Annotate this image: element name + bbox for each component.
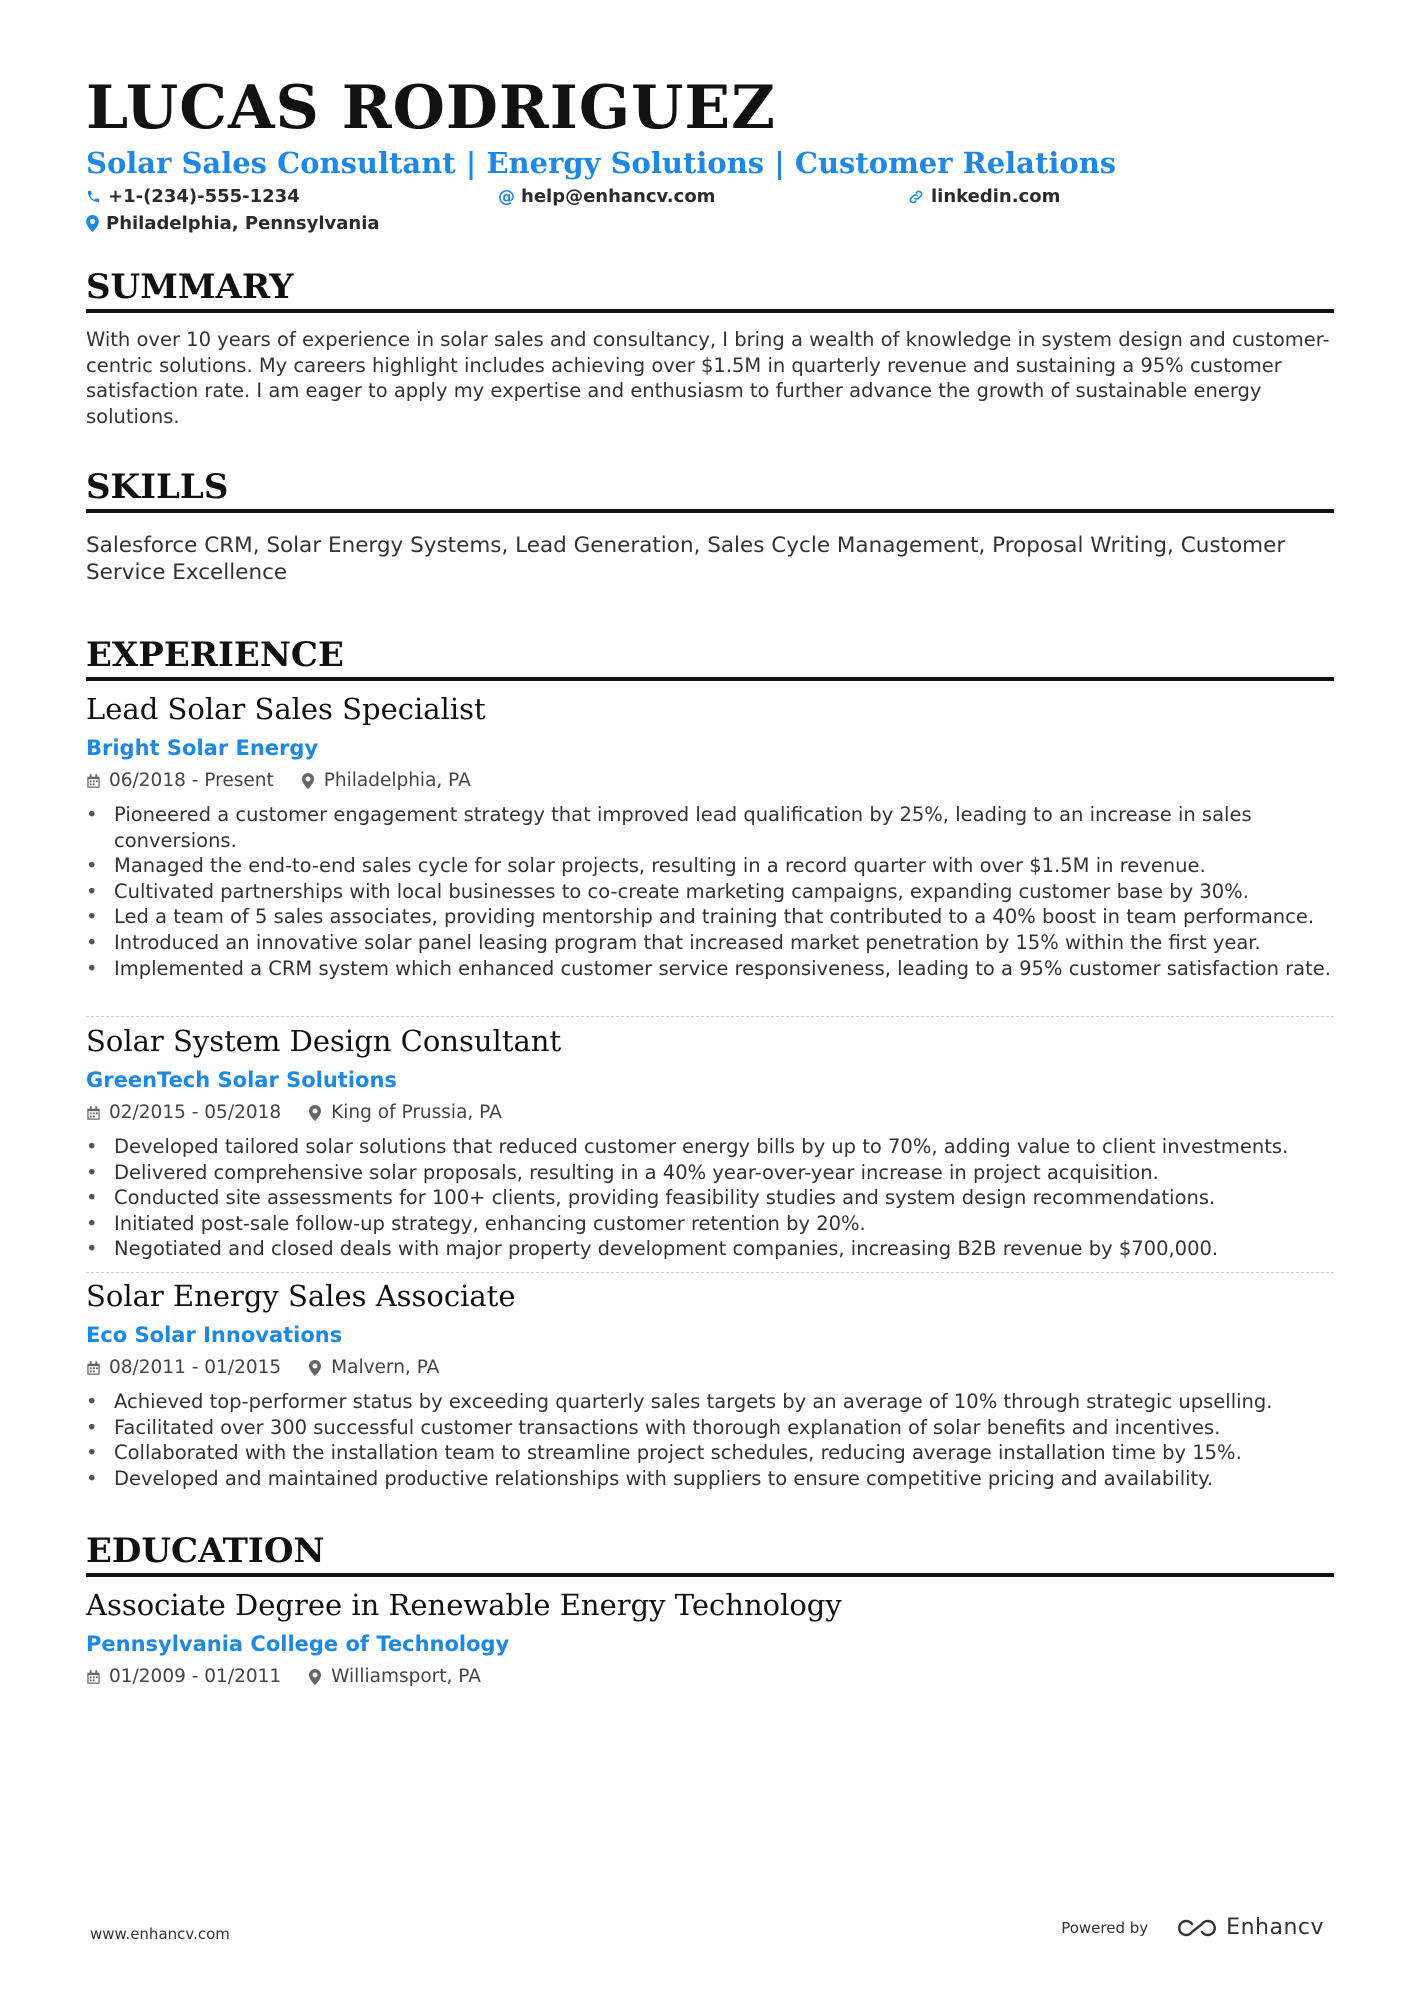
list-item: • Collaborated with the installation team to streamline project schedules, reducing average installation time by 15%. (86, 1440, 1334, 1466)
list-item: • Developed tailored solar solutions that reduced customer energy bills by up to 70%, adding value to client investments. (86, 1134, 1334, 1160)
location-pin-icon (309, 1360, 321, 1376)
job-bullets (86, 802, 1334, 981)
company-name: Bright Solar Energy (86, 736, 319, 760)
footer-branding[interactable] (1061, 1915, 1324, 1940)
school-name: Pennsylvania College of Technology (86, 1632, 510, 1656)
list-item: • Developed and maintained productive relationships with suppliers to ensure competitive pricing and availability. (86, 1466, 1334, 1492)
job-title: Solar Energy Sales Associate (86, 1279, 516, 1313)
contact-phone[interactable] (86, 186, 300, 207)
list-item: • Introduced an innovative solar panel leasing program that increased market penetration by 15% within the first year. (86, 930, 1334, 956)
linkedin-text: linkedin.com (931, 186, 1061, 207)
phone-text: +1-(234)-555-1234 (108, 186, 300, 207)
section-title-education: EDUCATION (86, 1532, 1334, 1577)
location-pin-icon (302, 773, 314, 789)
job-title: Lead Solar Sales Specialist (86, 692, 486, 726)
calendar-icon (86, 1360, 101, 1376)
job-dates: 02/2015 - 05/2018 (109, 1102, 282, 1123)
list-item: • Pioneered a customer engagement strategy that improved lead qualification by 25%, leading to an increase in sales conversions. (86, 802, 1334, 853)
section-title-summary: SUMMARY (86, 268, 1334, 313)
list-item: • Achieved top-performer status by exceeding quarterly sales targets by an average of 10% through strategic upselling. (86, 1389, 1334, 1415)
list-item: • Negotiated and closed deals with major property development companies, increasing B2B revenue by $700,000. (86, 1236, 1334, 1262)
list-item: • Led a team of 5 sales associates, providing mentorship and training that contributed to a 40% boost in team performance. (86, 904, 1334, 930)
contact-email[interactable] (498, 186, 715, 207)
enhancv-logo-icon (1174, 1916, 1220, 1940)
calendar-icon (86, 773, 101, 789)
job-location: Philadelphia, PA (323, 770, 471, 791)
section-title-experience: EXPERIENCE (86, 636, 1334, 681)
company-name: Eco Solar Innovations (86, 1323, 343, 1347)
section-title-skills: SKILLS (86, 468, 1334, 513)
job-title: Solar System Design Consultant (86, 1024, 562, 1058)
footer-website[interactable]: www.enhancv.com (90, 1925, 230, 1943)
degree-title: Associate Degree in Renewable Energy Technology (86, 1588, 842, 1622)
job-meta (86, 1357, 439, 1378)
list-item: • Cultivated partnerships with local businesses to co-create marketing campaigns, expanding customer base by 30%. (86, 879, 1334, 905)
job-location: Malvern, PA (331, 1357, 440, 1378)
job-bullets (86, 1134, 1334, 1262)
education-meta (86, 1666, 481, 1687)
candidate-name: LUCAS RODRIGUEZ (86, 73, 776, 143)
education-location: Williamsport, PA (331, 1666, 481, 1687)
list-item: • Facilitated over 300 successful customer transactions with thorough explanation of solar benefits and incentives. (86, 1415, 1334, 1441)
list-item: • Conducted site assessments for 100+ clients, providing feasibility studies and system design recommendations. (86, 1185, 1334, 1211)
list-item: • Delivered comprehensive solar proposals, resulting in a 40% year-over-year increase in project acquisition. (86, 1160, 1334, 1186)
location-text: Philadelphia, Pennsylvania (106, 213, 380, 234)
link-icon (908, 189, 924, 205)
education-dates: 01/2009 - 01/2011 (109, 1666, 282, 1687)
divider (86, 1272, 1334, 1273)
skills-text: Salesforce CRM, Solar Energy Systems, Lead Generation, Sales Cycle Management, Proposal Writing, Customer Service Excellence (86, 533, 1286, 585)
job-location: King of Prussia, PA (331, 1102, 502, 1123)
enhancv-brand-name: Enhancv (1226, 1915, 1324, 1940)
contact-location (86, 213, 380, 234)
location-pin-icon (309, 1105, 321, 1121)
phone-icon (86, 189, 101, 204)
job-dates: 06/2018 - Present (109, 770, 274, 791)
calendar-icon (86, 1669, 101, 1685)
location-pin-icon (309, 1669, 321, 1685)
job-bullets (86, 1389, 1334, 1491)
at-icon: @ (498, 186, 515, 207)
summary-text: With over 10 years of experience in solar sales and consultancy, I bring a wealth of knowledge in system design and customer-centric solutions. My careers highlight includes achieving over $1.5M in quarterly revenue and sustaining a 95% customer satisfaction rate. I am eager to apply my expertise and enthusiasm to further advance the growth of sustainable energy solutions. (86, 328, 1330, 428)
location-pin-icon (86, 215, 99, 232)
contact-linkedin[interactable] (908, 186, 1060, 207)
list-item: • Initiated post-sale follow-up strategy, enhancing customer retention by 20%. (86, 1211, 1334, 1237)
email-text: help@enhancv.com (521, 186, 716, 207)
job-meta (86, 770, 471, 791)
calendar-icon (86, 1105, 101, 1121)
job-dates: 08/2011 - 01/2015 (109, 1357, 282, 1378)
headline: Solar Sales Consultant | Energy Solutions | Customer Relations (86, 146, 1117, 180)
divider (86, 1016, 1334, 1017)
job-meta (86, 1102, 502, 1123)
company-name: GreenTech Solar Solutions (86, 1068, 397, 1092)
powered-by-label: Powered by (1061, 1918, 1149, 1937)
list-item: • Managed the end-to-end sales cycle for solar projects, resulting in a record quarter with over $1.5M in revenue. (86, 853, 1334, 879)
list-item: • Implemented a CRM system which enhanced customer service responsiveness, leading to a 95% customer satisfaction rate. (86, 956, 1334, 982)
